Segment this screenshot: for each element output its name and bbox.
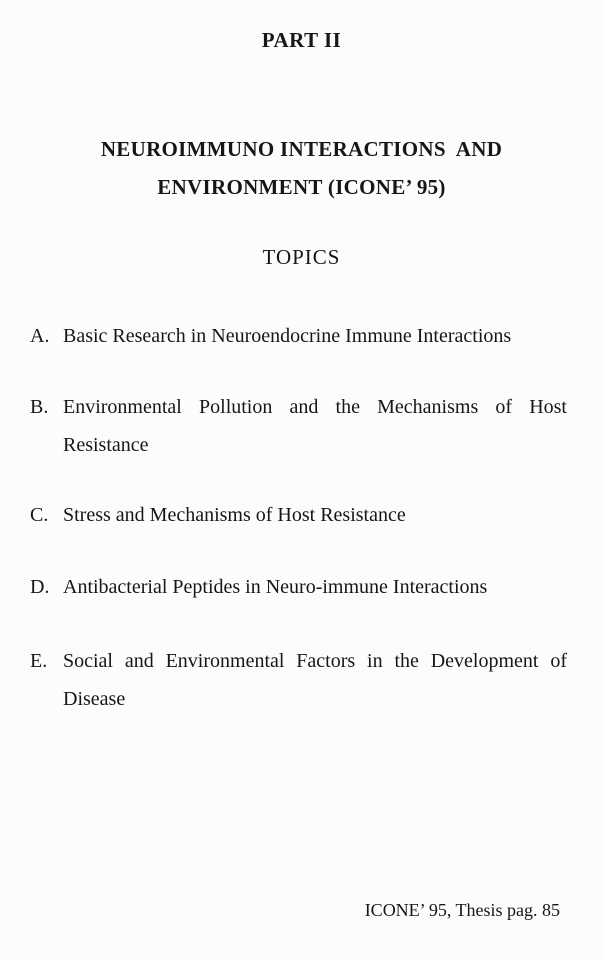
topic-item-e: [30, 642, 567, 718]
topic-item-d: [30, 568, 567, 606]
document-title-line2: ENVIRONMENT (ICONE’ 95): [157, 175, 446, 199]
topic-text: Basic Research in Neuroendocrine Immune Interactions: [63, 325, 512, 347]
topic-text: Social and Environmental Factors in the Development of Disease: [63, 650, 567, 710]
topic-letter: D.: [30, 576, 50, 598]
page-footer: ICONE’ 95, Thesis pag. 85: [364, 900, 560, 920]
topic-letter: E.: [30, 650, 48, 672]
document-title: [0, 130, 603, 206]
topic-letter: C.: [30, 504, 49, 526]
topic-text: Environmental Pollution and the Mechanisms of Host Resistance: [63, 396, 567, 456]
part-heading: PART II: [261, 28, 342, 52]
topics-heading: TOPICS: [262, 245, 341, 269]
topic-item-a: [30, 317, 567, 355]
topic-letter: B.: [30, 396, 49, 418]
topic-item-c: [30, 496, 567, 534]
topic-text: Stress and Mechanisms of Host Resistance: [63, 504, 406, 526]
topic-text: Antibacterial Peptides in Neuro-immune Interactions: [63, 576, 488, 598]
document-title-line1: NEUROIMMUNO INTERACTIONS AND: [100, 137, 503, 161]
topic-letter: A.: [30, 325, 50, 347]
topic-item-b: [30, 388, 567, 464]
